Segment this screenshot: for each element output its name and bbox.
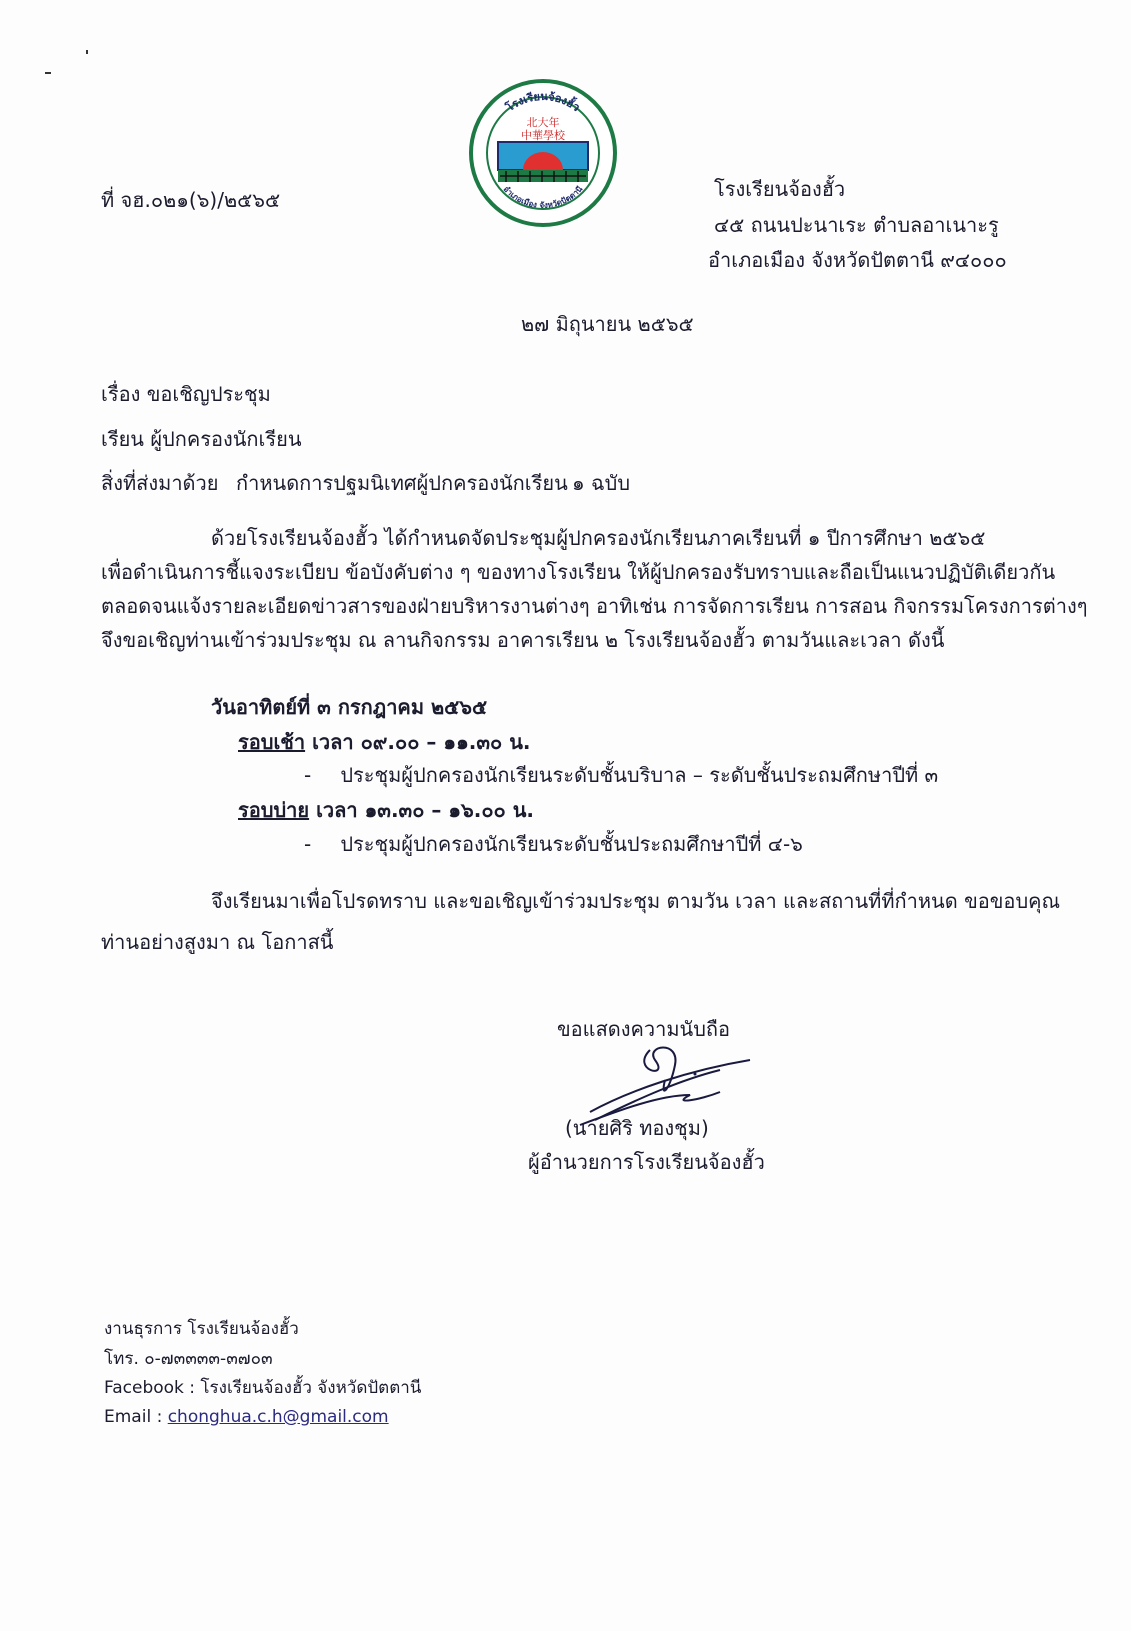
footer-facebook xyxy=(104,1375,421,1401)
subject-line: เรื่อง ขอเชิญประชุม xyxy=(101,382,271,406)
seal-ring-bottom-text: อำเภอเมือง จังหวัดปัตตานี xyxy=(501,184,585,210)
bullet-dash: - xyxy=(304,832,312,856)
enclosure-count: ๑ ฉบับ xyxy=(572,471,631,495)
morning-time: เวลา ๐๙.๐๐ – ๑๑.๓๐ น. xyxy=(312,730,531,754)
email-link[interactable]: chonghua.c.h@gmail.com xyxy=(167,1407,389,1427)
facebook-value: โรงเรียนจ้องฮั้ว จังหวัดปัตตานี xyxy=(200,1378,422,1398)
body-para1-line1: ด้วยโรงเรียนจ้องฮั้ว ได้กำหนดจัดประชุมผู้ปกครองนักเรียนภาคเรียนที่ ๑ ปีการศึกษา ๒๕๖๕ xyxy=(211,526,986,550)
morning-detail-row xyxy=(304,761,938,789)
body-para1-line4: จึงขอเชิญท่านเข้าร่วมประชุม ณ ลานกิจกรรม อาคารเรียน ๒ โรงเรียนจ้องฮั้ว ตามวันและเวลา ดังนี้ xyxy=(101,628,945,652)
reference-number: ที่ จฮ.๐๒๑(๖)/๒๕๖๕ xyxy=(101,188,281,212)
email-label: Email : xyxy=(104,1407,163,1427)
facebook-label: Facebook : xyxy=(104,1378,196,1398)
seal-chinese-text-1: 北大年 xyxy=(526,116,560,129)
morning-label: รอบเช้า xyxy=(238,730,306,754)
morning-detail: ประชุมผู้ปกครองนักเรียนระดับชั้นบริบาล – ระดับชั้นประถมศึกษาปีที่ ๓ xyxy=(340,763,939,787)
footer-phone: โทร. ๐-๗๓๓๓๓-๓๗๐๓ xyxy=(104,1349,273,1369)
school-seal-logo xyxy=(468,78,618,228)
enclosure-label: สิ่งที่ส่งมาด้วย xyxy=(101,471,219,495)
afternoon-detail-row xyxy=(304,830,803,858)
afternoon-detail: ประชุมผู้ปกครองนักเรียนระดับชั้นประถมศึกษาปีที่ ๔-๖ xyxy=(340,832,803,856)
closing-line2: ท่านอย่างสูงมา ณ โอกาสนี้ xyxy=(101,930,334,954)
school-address-line1: ๔๕ ถนนปะนาเระ ตำบลอาเนาะรู xyxy=(714,213,999,237)
closing-line1: จึงเรียนมาเพื่อโปรดทราบ และขอเชิญเข้าร่วมประชุม ตามวัน เวลา และสถานที่ที่กำหนด ขอขอบคุณ xyxy=(211,889,1061,913)
scan-mark xyxy=(86,50,88,54)
school-address-line2: อำเภอเมือง จังหวัดปัตตานี ๙๔๐๐๐ xyxy=(708,248,1007,272)
recipient-line: เรียน ผู้ปกครองนักเรียน xyxy=(101,427,302,451)
bullet-dash: - xyxy=(304,763,312,787)
schedule-morning xyxy=(238,728,530,756)
signature-regards: ขอแสดงความนับถือ xyxy=(557,1017,731,1041)
footer-department: งานธุรการ โรงเรียนจ้องฮั้ว xyxy=(104,1319,299,1339)
body-para1-line3: ตลอดจนแจ้งรายละเอียดข่าวสารของฝ่ายบริหารงานต่างๆ อาทิเช่น การจัดการเรียน การสอน กิจกรรมโครงการต่างๆ xyxy=(101,594,1088,618)
letter-date: ๒๗ มิถุนายน ๒๕๖๕ xyxy=(521,312,694,336)
afternoon-label: รอบบ่าย xyxy=(238,798,310,822)
seal-ring-top-text: โรงเรียนจ้องฮั้ว xyxy=(503,89,583,115)
signatory-position: ผู้อำนวยการโรงเรียนจ้องฮั้ว xyxy=(528,1150,765,1174)
school-name: โรงเรียนจ้องฮั้ว xyxy=(714,177,846,201)
seal-chinese-text-2: 中華學校 xyxy=(521,129,565,142)
schedule-day: วันอาทิตย์ที่ ๓ กรกฎาคม ๒๕๖๕ xyxy=(211,695,488,719)
scan-mark xyxy=(45,72,51,74)
footer-email xyxy=(104,1404,389,1430)
afternoon-time: เวลา ๑๓.๓๐ – ๑๖.๐๐ น. xyxy=(316,798,534,822)
body-para1-line2: เพื่อดำเนินการชี้แจงระเบียบ ข้อบังคับต่าง ๆ ของทางโรงเรียน ให้ผู้ปกครองรับทราบและถือเป็นแนวปฏิบัติเดียวกัน xyxy=(101,560,1056,584)
signatory-name: (นายศิริ ทองชุม) xyxy=(565,1116,709,1140)
handwritten-signature xyxy=(570,1040,760,1160)
schedule-afternoon xyxy=(238,796,534,824)
enclosure-item: กำหนดการปฐมนิเทศผู้ปกครองนักเรียน xyxy=(236,471,568,495)
